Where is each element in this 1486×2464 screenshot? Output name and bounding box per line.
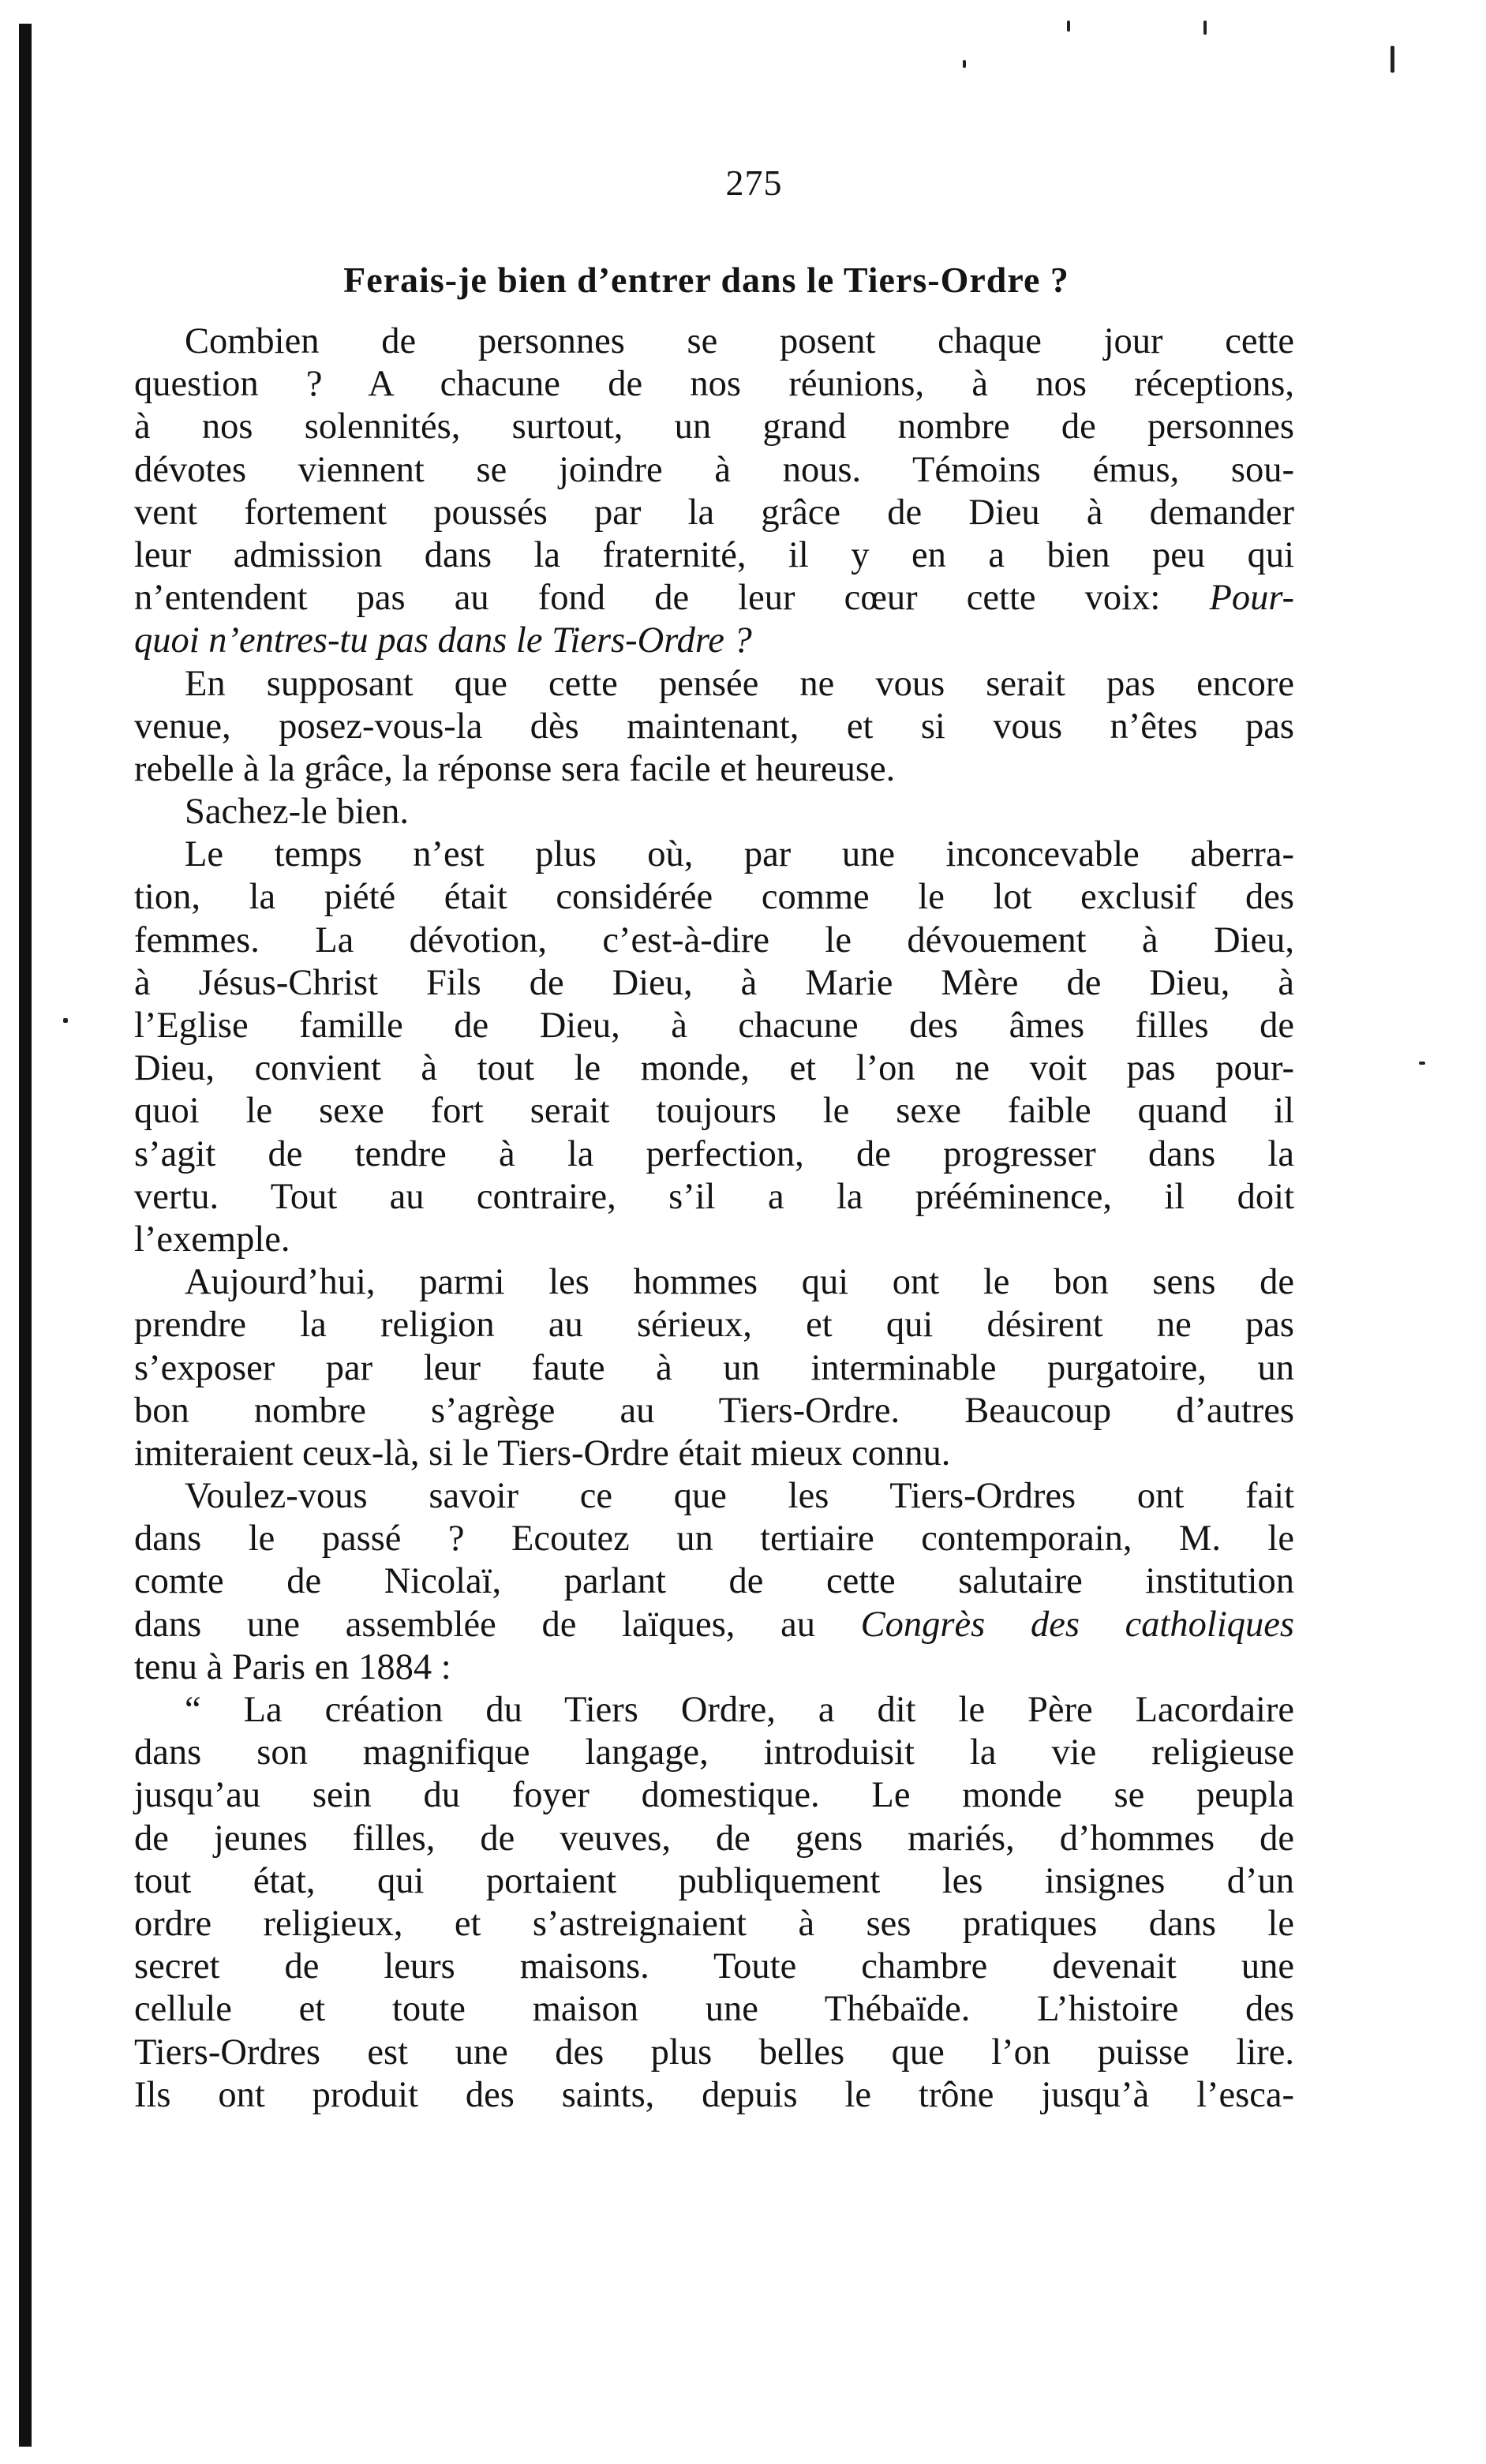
scan-speck: [1067, 21, 1070, 32]
text-line: Le temps n’est plus où, par une inconcevable aberra-: [185, 834, 1294, 875]
text-line: n’entendent pas au fond de leur cœur cette voix: Pour-: [134, 578, 1294, 619]
text-line: En supposant que cette pensée ne vous serait pas encore: [185, 663, 1294, 704]
scan-speck: [1419, 1062, 1425, 1065]
text-line: question ? A chacune de nos réunions, à nos réceptions,: [134, 364, 1294, 405]
text-line: imiteraient ceux-là, si le Tiers-Ordre était mieux connu.: [134, 1432, 951, 1474]
page-title: Ferais-je bien d’entrer dans le Tiers-Ordre ?: [343, 260, 1069, 300]
text-line: tout état, qui portaient publiquement les insignes d’un: [134, 1860, 1294, 1901]
text-line: ordre religieux, et s’astreignaient à ses pratiques dans le: [134, 1903, 1294, 1944]
text-line: tenu à Paris en 1884 :: [134, 1646, 451, 1687]
text-line: cellule et toute maison une Thébaïde. L’histoire des: [134, 1989, 1294, 2030]
text-line: dans une assemblée de laïques, au Congrès des catholiques: [134, 1604, 1294, 1645]
text-line: Ils ont produit des saints, depuis le trône jusqu’à l’esca-: [134, 2074, 1294, 2115]
text-line: dans le passé ? Ecoutez un tertiaire contemporain, M. le: [134, 1518, 1294, 1560]
text-line: bon nombre s’agrège au Tiers-Ordre. Beaucoup d’autres: [134, 1390, 1294, 1431]
text-line: Combien de personnes se posent chaque jour cette: [185, 321, 1294, 361]
binding-edge: [19, 24, 32, 2447]
text-line: femmes. La dévotion, c’est-à-dire le dévouement à Dieu,: [134, 919, 1294, 961]
text-line: Voulez-vous savoir ce que les Tiers-Ordres ont fait: [185, 1476, 1294, 1517]
text-line: Sachez-le bien.: [185, 792, 410, 833]
text-line: jusqu’au sein du foyer domestique. Le monde se peupla: [134, 1775, 1294, 1816]
text-line: rebelle à la grâce, la réponse sera facile et heureuse.: [134, 748, 896, 789]
scan-speck: [1391, 46, 1394, 73]
text-line: Dieu, convient à tout le monde, et l’on ne voit pas pour-: [134, 1048, 1294, 1089]
text-line: quoi n’entres-tu pas dans le Tiers-Ordre ?: [134, 620, 752, 661]
text-line: l’exemple.: [134, 1219, 290, 1260]
text-line: comte de Nicolaï, parlant de cette salutaire institution: [134, 1561, 1294, 1602]
scan-speck: [63, 1018, 68, 1023]
text-line: Tiers-Ordres est une des plus belles que l’on puisse lire.: [134, 2031, 1294, 2073]
text-line: s’agit de tendre à la perfection, de progresser dans la: [134, 1133, 1294, 1174]
text-line: l’Eglise famille de Dieu, à chacune des âmes filles de: [134, 1005, 1294, 1046]
text-line: dévotes viennent se joindre à nous. Témoins émus, sou-: [134, 449, 1294, 490]
text-line: vertu. Tout au contraire, s’il a la prééminence, il doit: [134, 1176, 1294, 1217]
text-line: dans son magnifique langage, introduisit la vie religieuse: [134, 1732, 1294, 1773]
text-line: venue, posez-vous-la dès maintenant, et si vous n’êtes pas: [134, 706, 1294, 747]
text-line: s’exposer par leur faute à un interminable purgatoire, un: [134, 1347, 1294, 1388]
text-line: leur admission dans la fraternité, il y en a bien peu qui: [134, 534, 1294, 575]
body-text: [134, 320, 1294, 2117]
text-line: prendre la religion au sérieux, et qui désirent ne pas: [134, 1305, 1294, 1346]
text-line: à nos solennités, surtout, un grand nombre de personnes: [134, 406, 1294, 447]
scan-speck: [963, 60, 966, 68]
text-line: “ La création du Tiers Ordre, a dit le Père Lacordaire: [185, 1690, 1294, 1730]
text-line: quoi le sexe fort serait toujours le sexe faible quand il: [134, 1091, 1294, 1132]
text-line: tion, la piété était considérée comme le lot exclusif des: [134, 877, 1294, 918]
text-line: Aujourd’hui, parmi les hommes qui ont le bon sens de: [185, 1262, 1294, 1303]
text-line: vent fortement poussés par la grâce de Dieu à demander: [134, 492, 1294, 533]
text-line: secret de leurs maisons. Toute chambre devenait une: [134, 1946, 1294, 1987]
text-line: de jeunes filles, de veuves, de gens mariés, d’hommes de: [134, 1818, 1294, 1859]
page-number: 275: [725, 163, 783, 203]
text-line: à Jésus-Christ Fils de Dieu, à Marie Mère de Dieu, à: [134, 962, 1294, 1003]
scan-speck: [1203, 21, 1207, 35]
